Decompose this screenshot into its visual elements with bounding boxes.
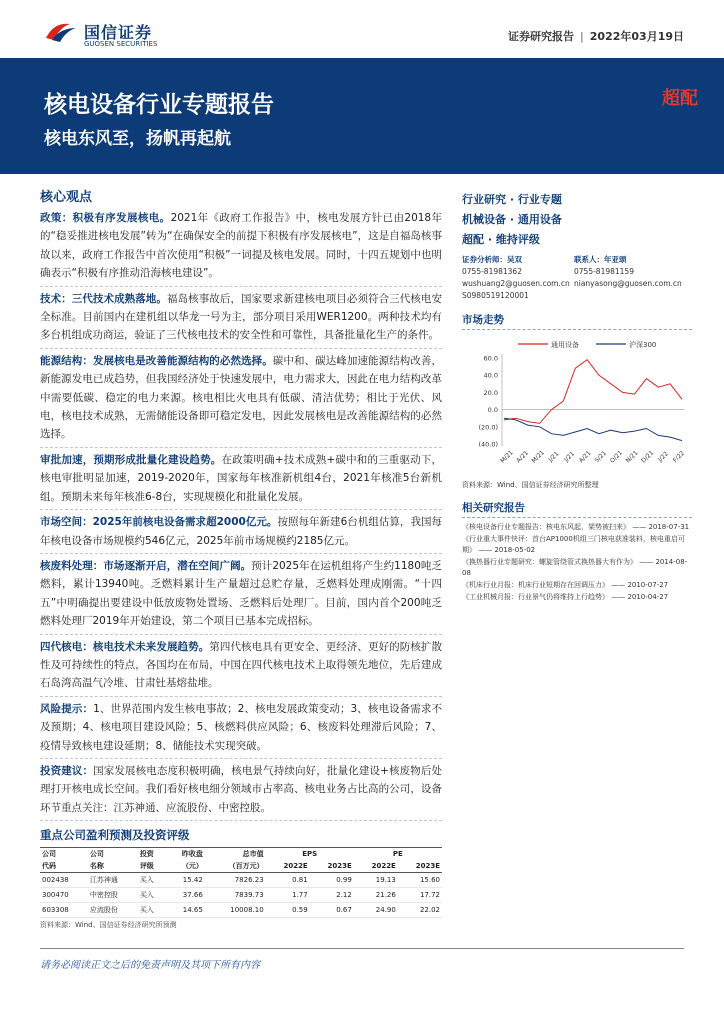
table-cell: 0.59 (266, 903, 310, 918)
title-banner (0, 58, 724, 174)
related-report-item[interactable]: 《机床行业月报：机床行业短期存在回调压力》 —— 2010-07-27 (462, 581, 669, 589)
paragraph-body: 预计2025年在运机组将产生约1180吨乏燃料，累计13940吨。乏燃料累计生产量超过总贮存量，乏燃料处理成刚需。“十四五”中明确提出要建设中低放废物处置场、乏燃料后处理厂。目前，国内首个200吨乏燃料处理厂2019年开始建设，第二个项目已基本完成招标。 (40, 559, 442, 628)
analyst-label: 证券分析师： (462, 255, 507, 264)
table-cell: 2.12 (310, 888, 354, 903)
table-cell: 买入 (138, 873, 166, 888)
y-tick-label: 0.0 (487, 406, 498, 415)
related-report-item[interactable]: 《行业重大事件快评：首台AP1000机组三门核电获准装料，核电重启可期》 —— 2018-05-02 (462, 535, 685, 554)
table-cell: 0.81 (266, 873, 310, 888)
core-paragraph (40, 638, 442, 697)
th-mktcap-unit: （百万元） (205, 860, 266, 873)
paragraph-body: 碳中和、碳达峰加速能源结构改善，新能源发电已成趋势，但我国经济处于快速发展中，电力需求大，因此在电力结构改革中需要低碳、稳定的电力来源。核电相比火电具有低碳、清洁优势；相比于光伏、风电，核电技术成熟，无需储能设备即可稳定发电，因此发展核电是改善能源结构的必然选择。 (40, 354, 443, 441)
report-date: 2022年03月19日 (589, 30, 684, 43)
paragraph-lead: 审批加速，预期形成批量化建设趋势。 (40, 453, 222, 466)
table-cell: 22.02 (398, 903, 442, 918)
core-paragraph (40, 700, 442, 759)
paragraph-body: 2021年《政府工作报告》中，核电发展方针已由2018年的“稳妥推进核电发展”转为“在确保安全的前提下积极有序发展核电”，这是自福岛核事故以来，政府工作报告中首次使用“积极”一词提及核电发展。同时，十四五规划中也明确表示“积极有序推动沿海核电建设”。 (40, 212, 442, 280)
footer-disclaimer: 请务必阅读正文之后的免责声明及其项下所有内容 (40, 960, 260, 971)
market-trend-chart (462, 334, 692, 478)
table-cell: 买入 (138, 903, 166, 918)
paragraph-lead: 核废料处理：市场逐渐开启，潜在空间广阔。 (40, 559, 252, 572)
th-rating: 投资 (138, 848, 166, 861)
x-tick-label: J/21 (547, 450, 561, 464)
related-title: 相关研究报告 (462, 500, 692, 518)
paragraph-body: 国家发展核电态度积极明确，核电景气持续向好，批量化建设+核废物后处理打开核电成长空间。我们看好核电细分领域市占率高、核电业务占比高的公司，设备环节重点关注：江苏神通、应流股份、中密控股。 (40, 764, 443, 814)
x-tick-label: J/21 (562, 450, 577, 464)
legend-label: 通用设备 (551, 341, 579, 349)
related-report-item[interactable]: 《工业机械月报：行业景气仍将维持上行趋势》 —— 2010-04-27 (462, 593, 669, 601)
core-view-title: 核心观点 (40, 190, 93, 205)
x-tick-label: F/22 (671, 449, 687, 465)
y-tick-label: 20.0 (483, 388, 498, 397)
th-mktcap: 总市值 (205, 848, 266, 861)
report-meta: 证券研究报告 | 2022年03月19日 (508, 30, 684, 43)
chart-source: 资料来源：Wind、国信证券经济研究所整理 (462, 481, 599, 489)
logo-text-en: GUOSEN SECURITIES (84, 40, 158, 48)
table-cell: 7839.73 (205, 888, 266, 903)
table-cell: 15.60 (398, 873, 442, 888)
contact-phone: 0755-81981159 (574, 267, 634, 276)
table-cell: 江苏神通 (88, 873, 138, 888)
logo-text-cn: 国信证券 (84, 22, 153, 42)
contact-info (574, 254, 686, 302)
x-tick-label: J/22 (656, 450, 670, 464)
table-cell: 002438 (40, 873, 88, 888)
industry-label: 行业研究 · 行业专题 (462, 193, 562, 206)
analyst-name: 吴双 (507, 255, 522, 264)
core-view-paragraphs (40, 209, 442, 821)
report-type: 证券研究报告 (508, 30, 575, 43)
th-pe-2023: 2023E (398, 860, 442, 873)
table-cell: 中密控股 (88, 888, 138, 903)
th-close-unit: （元） (166, 860, 205, 873)
company-logo (44, 18, 158, 48)
related-list (462, 522, 692, 603)
paragraph-body: 福岛核事故后，国家要求新建核电项目必须符合三代核电安全标准。目前国内在建机组以华龙一号为主，部分项目采用WER1200。两种技术均有多台机组成功商运，验证了三代核电技术的安全性和可靠性，具备批量化生产的条件。 (40, 292, 443, 342)
analyst-info (462, 254, 574, 302)
core-paragraph (40, 352, 442, 448)
paragraph-lead: 能源结构：发展核电是改善能源结构的必然选择。 (40, 354, 273, 367)
forecast-table-body (40, 873, 442, 918)
table-cell: 19.13 (354, 873, 398, 888)
paragraph-lead: 风险提示： (40, 702, 94, 715)
forecast-table (40, 847, 442, 918)
th-rating-2: 评级 (138, 860, 166, 873)
contact-label: 联系人： (574, 255, 604, 264)
forecast-table-title: 重点公司盈利预测及投资评级 (40, 828, 190, 843)
table-cell: 14.65 (166, 903, 205, 918)
table-row (40, 888, 442, 903)
legend-label: 沪深300 (629, 341, 657, 349)
table-cell: 买入 (138, 888, 166, 903)
th-company-2: 公司 (88, 848, 138, 861)
th-eps-2023: 2023E (310, 860, 354, 873)
paragraph-body: 按照每年新建6台机组估算，我国每年核电设备市场规模约546亿元，2025年前市场规模约2185亿元。 (40, 516, 442, 547)
core-paragraph (40, 209, 442, 287)
paragraph-body: 第四代核电具有更安全、更经济、更好的防核扩散性及可持续性的特点，各国均在布局，中国在四代核电技术上取得领先地位，先后建成石岛湾高温气冷堆、甘肃钍基熔盐堆。 (40, 640, 442, 690)
table-cell: 0.99 (310, 873, 354, 888)
core-paragraph (40, 513, 442, 554)
sector-label: 机械设备 · 通用设备 (462, 213, 562, 226)
paragraph-lead: 政策：积极有序发展核电。 (40, 212, 171, 224)
related-report-item[interactable]: 《核电设备行业专题报告：核电东风起，架势被扫来》 —— 2018-07-31 (462, 523, 690, 531)
y-tick-label: 40.0 (483, 371, 498, 380)
th-pe-2022: 2022E (354, 860, 398, 873)
x-tick-label: N/21 (624, 449, 640, 465)
th-pe: PE (354, 848, 442, 861)
footer-divider (40, 948, 684, 949)
analyst-email[interactable]: wushuang2@guosen.com.cn (462, 279, 570, 288)
th-company-1: 公司 (40, 848, 88, 861)
th-eps: EPS (266, 848, 354, 861)
th-code: 代码 (40, 860, 88, 873)
paragraph-body: 1、世界范围内发生核电事故；2、核电发展政策变动；3、核电设备需求不及预期；4、核电项目建设风险；5、核燃料供应风险；6、核废料处理滞后风险；7、疫情导致核电建设延期；8、储能技术实现突破。 (40, 702, 443, 752)
paragraph-lead: 技术：三代技术成熟落地。 (40, 292, 167, 305)
th-close: 昨收盘 (166, 848, 205, 861)
th-name: 名称 (88, 860, 138, 873)
table-source: 资料来源：Wind、国信证券经济研究所预测 (40, 921, 177, 930)
table-cell: 0.67 (310, 903, 354, 918)
x-tick-label: D/21 (640, 449, 656, 465)
x-tick-label: A/21 (515, 449, 530, 465)
related-report-item[interactable]: 《换热器行业专题研究：螺旋管绕管式换热器大有作为》 —— 2014-08-08 (462, 558, 688, 577)
core-paragraph (40, 762, 442, 821)
series-line (504, 360, 682, 424)
table-cell: 15.42 (166, 873, 205, 888)
table-cell: 21.26 (354, 888, 398, 903)
main-column (40, 186, 442, 930)
table-cell: 1.77 (266, 888, 310, 903)
paragraph-lead: 投资建议： (40, 764, 94, 777)
contact-email[interactable]: nianyasong@guosen.com.cn (574, 279, 682, 288)
core-paragraph (40, 290, 442, 349)
x-tick-label: O/21 (608, 449, 624, 465)
table-cell: 7826.23 (205, 873, 266, 888)
contact-block (462, 254, 692, 302)
y-tick-label: (20.0) (478, 423, 498, 432)
core-paragraph (40, 557, 442, 635)
paragraph-lead: 四代核电：核电技术未来发展趋势。 (40, 640, 210, 653)
paragraph-lead: 市场空间：2025年前核电设备需求超2000亿元。 (40, 516, 278, 529)
x-tick-label: S/21 (593, 449, 608, 465)
guosen-logo-icon (44, 18, 78, 44)
table-cell: 37.66 (166, 888, 205, 903)
table-row (40, 873, 442, 888)
x-tick-label: M/21 (499, 449, 515, 465)
market-trend-title: 市场走势 (462, 312, 692, 330)
analyst-phone: 0755-81981362 (462, 267, 522, 276)
rating-badge: 超配 (662, 88, 698, 109)
table-cell: 603308 (40, 903, 88, 918)
rating-line: 超配 · 维持评级 (462, 233, 540, 246)
table-row (40, 903, 442, 918)
x-tick-label: A/21 (577, 449, 593, 465)
table-cell: 10008.10 (205, 903, 266, 918)
table-cell: 300470 (40, 888, 88, 903)
contact-name: 年亚颂 (604, 255, 627, 264)
analyst-cert: S0980519120001 (462, 291, 529, 300)
y-tick-label: 60.0 (483, 354, 498, 363)
table-cell: 应流股份 (88, 903, 138, 918)
paragraph-body: 在政策明确+技术成熟+碳中和的三重驱动下，核电审批明显加速，2019-2020年，国家每年核准新机组4台，2021年核准5台新机组。预期未来每年核准6-8台，实现规模化和批量化发展。 (40, 453, 442, 503)
table-cell: 24.90 (354, 903, 398, 918)
x-tick-label: M/21 (530, 449, 546, 465)
page-header (0, 0, 724, 58)
th-eps-2022: 2022E (266, 860, 310, 873)
y-tick-label: (40.0) (478, 440, 498, 449)
report-subtitle: 核电东风至，扬帆再起航 (44, 129, 231, 149)
report-title: 核电设备行业专题报告 (44, 92, 274, 118)
core-paragraph (40, 451, 442, 510)
sidebar (462, 190, 692, 604)
market-chart-svg (462, 334, 692, 474)
table-cell: 17.72 (398, 888, 442, 903)
